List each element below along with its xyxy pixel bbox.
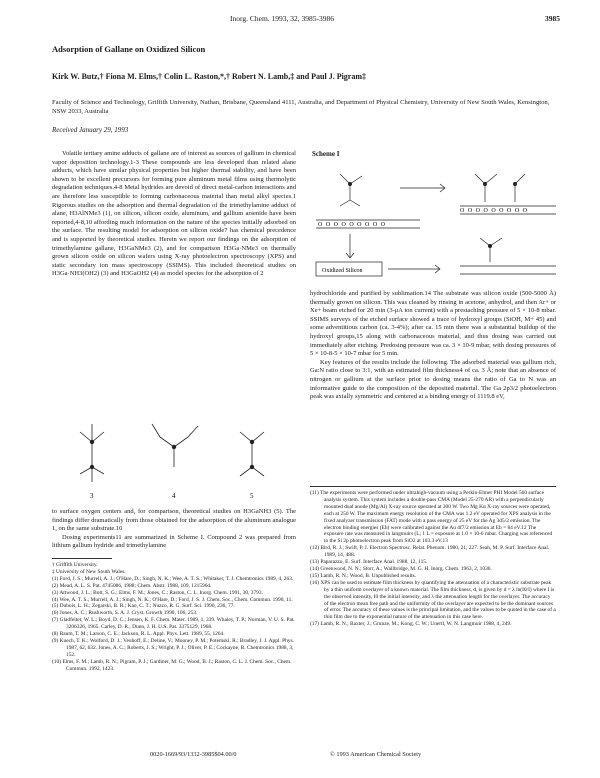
footnotes-right [310, 490, 556, 628]
scheme-figure [310, 162, 558, 284]
structure-label-3: 3 [90, 492, 94, 500]
structure-label-5: 5 [250, 492, 254, 500]
footnote: (8) Baum, T. M.; Larson, C. E.; Jackson, R. L. Appl. Phys. Lett. 1989, 55, 1264. [52, 631, 225, 638]
structures-figure [52, 412, 296, 502]
journal-header: Inorg. Chem. 1993, 32, 3985-3986 [230, 14, 335, 23]
scheme-label: Scheme I [312, 150, 340, 158]
article-title: Adsorption of Gallane on Oxidized Silicon [52, 44, 206, 54]
right-paragraph-1: hydrochloride and purified by sublimation.14 The substrate was silicon oxide (500-5000 Å) thermally grown on silicon. This was cleaned by rinsing in acetone, anhydrol, and then Ar+ or Xe+ beam etched for 20 min (3-μA ion current) with a prestaching pressure of 5 × 10-8 mbar. SSIMS surveys of the etched surface showed a trace of hydroxyl groups (SiOH, M+ 45) and some adventitious carbon (ca. 3-4%); after ca. 15 min there was a substantial buildup of the hydroxyl groups,15 along with carbonaceous material, and thus dosing was carried out immediately after etching. Predosing pressure was ca. 3 × 10-9 mbar, with dosing pressures of 5 × 10-8-5 × 10-7 mbar for 5 min. [310, 290, 556, 358]
page-number: 3985 [545, 14, 560, 23]
structure-label-4: 4 [172, 492, 176, 500]
left-column [52, 150, 296, 279]
footnotes-left [52, 562, 296, 673]
footnote: (9) Kuech, T. K.; Wolford, D. J.; Veuhoff, E.; Deline, V.; Mooney, P. M.; Potemski, R.; Bradley, J. J. Appl. Phys. 1987, 62, 632. Jones, A. C.; Roberts, J. S.; Wright, P. J.; Oliver, P. E.; Cockayne, B. Chemtronics 1988, 3, 152. [52, 637, 294, 658]
footnote-rule-left [52, 558, 112, 559]
footnote: (11) The experiments were performed under ultrahigh-vacuum using a Perkin-Elmer PHI Model 560 surface analysis system. This system includes a double-pass CMA (Model 25-270 AR) with a perpendicularly mounted dual anode (Mg/Al) X-ray source operated at 300 W. Two Mg Kα X-ray sources were operated, each at 250 W. The maximum energy resolution of the CMA was 1.2 eV operated for XPS analysis in the fixed analyzer transmission (FAT) mode with a pass energy of 25 eV for the Ag 3d5/2 emission. The electron binding energies (Eb) were calibrated against the Au 4f7/2 emission at Eb = 84 eV.12 The exposure rate was measured in langmuirs (L; 1 L = exposure at 1.0 × 10-6 mbar. Charging was referenced to the Si 2p photoelectron peak from SiO2 at 103.3 eV.13 [310, 490, 553, 545]
footnote: (14) Greenwood, N. N.; Storr, A.; Wallbridge, M. G. H. Inorg. Chem. 1963, 2, 1036. [310, 565, 492, 572]
footnote: (7) Gladfelter, W. L.; Boyd, D. C.; Jensen, K. F. Chem. Mater. 1989, 1, 339. Whaley, T. P.; Norman, V. U. S. Pat. 3206326, 1965. Carley, D. R.; Dunn, J. H. U.S. Pat. 3375129, 1968. [52, 617, 295, 631]
footnote: (5) Dubois, L. H.; Zegarski, B. R.; Kao, C. T.; Nuzzo, R. G. Surf. Sci. 1990, 236, 77. [52, 603, 235, 610]
substrate-left-label: O O O O O O O O O [318, 222, 386, 228]
footnote: (6) Jones, A. C.; Rushworth, S. A. J. Cryst. Growth 1990, 106, 253. [52, 610, 198, 617]
footnote: (13) Paparazzo, E. Surf. Interface Anal. 1988, 12, 115. [310, 559, 428, 566]
left-paragraph-1: Volatile tertiary amine adducts of gallane are of interest as sources of gallium in chemical vapor deposition technology.1-3 These compounds are less developed than related alane adducts, which have similar physical properties but higher thermal stability, and have been shown to be excellent precursors for forming pure aluminum metal films using thermolytic degradation techniques.4-8 Metal hydrides are devoid of direct metal-carbon interactions and are therefore less susceptible to forming carbonaceous material than metal alkyl species.1 Rigorous studies on the adsorption and thermal degradation of the trimethylamine adduct of alane, H3AlNMe3 (1), on silicon, silicon oxide, aluminum, and gallium arsenide have been reported,4-8,10 affording much information on the nature of the species initially adsorbed on the surface. The resulting model for adsorption on silicon oxide7 has chemical precedence and is supported by theoretical studies. Herein we report our findings on the adsorption of trimethylamine gallane, H3GaNMe3 (2), and for comparison H3Ga·NMe3 on thermally grown silicon oxide on silicon wafers using X-ray photoelectron spectroscopy (XPS) and static secondary ion mass spectroscopy (SSIMS). This included theoretical studies on H3Ga·NH3(OH2) (3) and H3GaOH2 (4) as model species for the adsorption of 2 [52, 150, 296, 278]
footnote: (1) Ford, J. S.; Murrell, A. J.; O'Hare, D.; Singh, N. K.; Wee, A. T. S.; Whitaker, T. J. Chemtronics 1989, 4, 263. [52, 575, 294, 582]
left-paragraph-2: to surface oxygen centers and, for comparison, theoretical studies on H3GaNH3 (5). The findings differ dramatically from those obtained for the adsorption of the aluminum analogue 1, on the same substrate.10 [52, 508, 296, 533]
oxidized-silicon-box-label: Oxidized Silicon [322, 268, 363, 274]
substrate-top-label: O O O O O O O O O [460, 208, 528, 214]
left-paragraph-3: Dosing experiments11 are summarized in Scheme I. Compound 2 was prepared from lithium gallium hydride and trimethylamine [52, 533, 296, 550]
affiliations: Faculty of Science and Technology, Griffith University, Nathan, Brisbane, Queensland 4111, Australia, and Department of Physical Chemistry, University of New South Wales, Kensington, NSW 2033, Australia [52, 99, 550, 115]
footnote: † Griffith University. [52, 562, 98, 568]
footer-code: 0020-1669/93/1332-3985$04.00/0 [150, 751, 237, 758]
received-date: Received January 29, 1993 [52, 126, 129, 134]
footnote: (16) XPS can be used to estimate film thickness by quantifying the attenuation of a characteristic substrate peak by a thin uniform overlayer of a known material. The film thickness, d, is given by d = λ ln(I0/I) where I is the observed intensity, I0 the initial intensity, and λ the attenuation length for the overlayer. The accuracy of the electron mean free path and the uniformity of the overlayer are expected to be the dominant sources of error. The accuracy of these values is the principal limitation, and the values to be quoted in the case of a thin film due to the exponential nature of the attenuation in this case here. [310, 579, 556, 621]
right-paragraph-2: Key features of the results include the following. The adsorbed material was gallium rich, Ga:N ratio close to 3:1, with an estimated film thickness4 of ca. 3 Å; note that an absence of nitrogen or gallium at the surface prior to dosing means the ratio of Ga to N was an informative guide to the composition of the deposited material. The Ga 2p3/2 photoelectron peak was axially symmetric and centered at a binding energy of 1119.8 eV, [310, 358, 556, 401]
footnote: (2) Mead, A. L. S. Pat. 4745086, 1988; Chem. Abstr. 1988, 109, 121596d. [52, 582, 212, 589]
footnote: (12) Bird, R. J.; Swift, P. J. Electron Spectrosc. Relat. Phenom. 1980, 21, 227. Seah, M. P. Surf. Interface Anal. 1989, 14, 488. [310, 545, 550, 559]
author-list: Kirk W. Butz,† Fiona M. Elms,† Colin L. Raston,*,† Robert N. Lamb,‡ and Paul J. Pigram‡ [52, 72, 367, 81]
footnote: ‡ University of New South Wales. [52, 568, 126, 575]
footer-copyright: © 1993 American Chemical Society [330, 751, 422, 758]
footnote: (10) Elms, F. M.; Lamb, R. N.; Pigram, P. J.; Gardiner, M. G.; Wood, B. J.; Raston, C. L. J. Chem. Soc., Chem. Commun. 1992, 1423. [52, 658, 292, 672]
footnote: (17) Lamb, R. N.; Baxter, J.; Grunze, M.; Kong, C. W.; Unertl, W. N. Langmuir 1988, 4, 249. [310, 621, 512, 628]
left-column-continued [52, 508, 296, 551]
footnote: (4) Wee, A. T. S.; Murrell, A. J.; Singh, N. K.; O'Hare, D.; Ford, J. S. J. Chem. Soc., Chem. Commun. 1990, 11. [52, 596, 293, 603]
right-column [310, 290, 556, 402]
footnote-rule-right [310, 486, 556, 487]
footnote: (15) Lamb, R. N.; Wood, B. Unpublished results. [310, 572, 416, 579]
footnote: (3) Attwood, J. L.; Bott, S. G.; Elms, F. M.; Jones, C.; Raston, C. L. Inorg. Chem. 1991, 30, 3793. [52, 589, 263, 596]
